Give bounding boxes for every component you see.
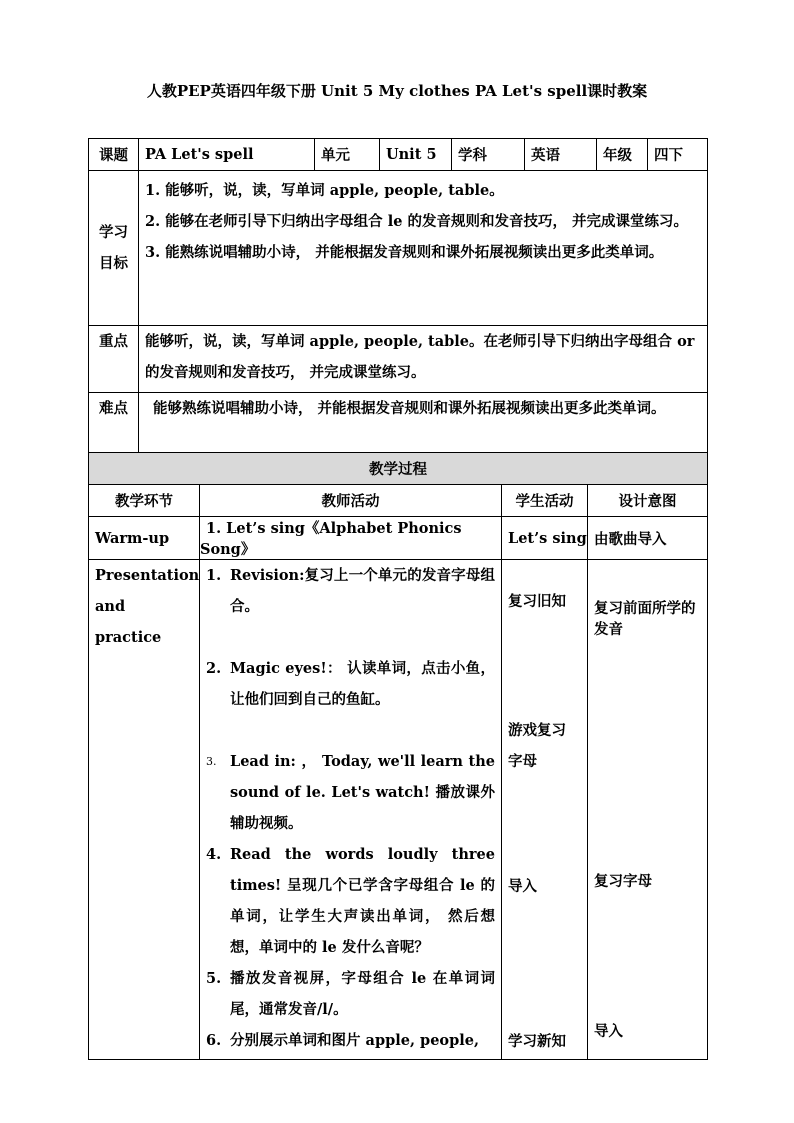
key-label: 重点 <box>89 326 139 393</box>
subject-label: 学科 <box>452 139 525 171</box>
col-student: 学生活动 <box>502 485 588 517</box>
process-heading: 教学过程 <box>89 453 708 485</box>
goal-item: 3. 能熟练说唱辅助小诗， 并能根据发音规则和课外拓展视频读出更多此类单词。 <box>145 244 664 261</box>
goals-label: 学习 目标 <box>89 171 139 326</box>
subject-value: 英语 <box>525 139 597 171</box>
step-item: 2. Magic eyes!： 认读单词，点击小鱼，让他们回到自己的鱼缸。 <box>206 660 495 708</box>
goal-item: 2. 能够在老师引导下归纳出字母组合 le 的发音规则和发音技巧， 并完成课堂练习。 <box>145 213 689 230</box>
step-item: 5. 播放发音视屏，字母组合 le 在单词词尾，通常发音/l/。 <box>206 970 495 1018</box>
warmup-student: Let’s sing <box>502 517 588 560</box>
step-item: 1. Revision:复习上一个单元的发音字母组合。 <box>206 567 495 615</box>
col-intent: 设计意图 <box>588 485 708 517</box>
goals-cell <box>139 171 708 326</box>
unit-value: Unit 5 <box>380 139 452 171</box>
warmup-stage: Warm-up <box>89 517 200 560</box>
goal-item: 1. 能够听，说，读，写单词 apple, people, table。 <box>145 182 504 199</box>
unit-label: 单元 <box>315 139 380 171</box>
lesson-info-table <box>88 138 708 455</box>
warmup-teacher: 1. Let’s sing《Alphabet Phonics Song》 <box>200 517 502 560</box>
step-item: 4. Read the words loudly three times! 呈现几个已学含字母组合 le 的单词，让学生大声读出单词， 然后想想，单词中的 le 发什么音呢？ <box>206 846 495 956</box>
warmup-intent: 由歌曲导入 <box>588 517 708 560</box>
grade-value: 四下 <box>648 139 708 171</box>
presentation-intent: 复习前面所学的发音 复习字母 导入 <box>588 560 708 1060</box>
presentation-student: 复习旧知 游戏复习 字母 导入 学习新知 <box>502 560 588 1060</box>
col-stage: 教学环节 <box>89 485 200 517</box>
topic-value: PA Let's spell <box>139 139 315 171</box>
col-teacher: 教师活动 <box>200 485 502 517</box>
teaching-process-table <box>88 452 708 1060</box>
presentation-teacher <box>200 560 502 1060</box>
document-title: 人教PEP英语四年级下册 Unit 5 My clothes PA Let's spell课时教案 <box>146 82 648 100</box>
step-item: 6. 分别展示单词和图片 apple, people, <box>206 1032 480 1049</box>
topic-label: 课题 <box>89 139 139 171</box>
presentation-stage: Presentation and practice <box>89 560 200 1060</box>
key-cell: 能够听，说，读，写单词 apple, people, table。在老师引导下归纳出字母组合 or 的发音规则和发音技巧， 并完成课堂练习。 <box>139 326 708 393</box>
step-item: 3. Lead in: ， Today, we'll learn the sound of le. Let's watch! 播放课外辅助视频。 <box>206 753 495 832</box>
grade-label: 年级 <box>597 139 648 171</box>
difficult-label: 难点 <box>89 393 139 455</box>
difficult-cell: 能够熟练说唱辅助小诗， 并能根据发音规则和课外拓展视频读出更多此类单词。 <box>139 393 708 455</box>
